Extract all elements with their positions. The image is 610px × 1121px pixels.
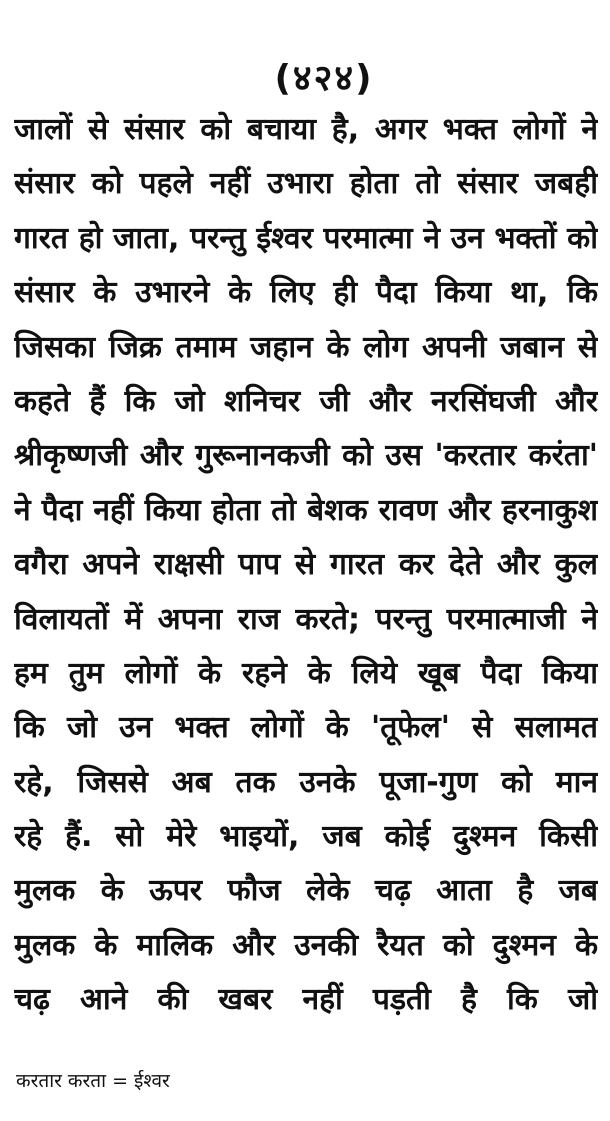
text-line: वगैरा अपने राक्षसी पाप से गारत कर देते और कुल — [14, 547, 598, 583]
text-line: रहे, जिससे अब तक उनके पूजा-गुण को मान — [14, 764, 598, 800]
text-line: कहते हैं कि जो शनिचर जी और नरसिंघजी और — [14, 383, 598, 419]
text-line: संसार के उभारने के लिए ही पैदा किया था, कि — [14, 275, 598, 311]
text-line: मुलक के मालिक और उनकी रैयत को दुश्मन के — [14, 927, 598, 963]
text-line: संसार को पहले नहीं उभारा होता तो संसार जबही — [14, 166, 598, 202]
footnote: करतार करता = ईश्वर — [16, 1070, 170, 1092]
text-line: गारत हो जाता, परन्तु ईश्वर परमात्मा ने उन भक्तों को — [14, 220, 598, 256]
text-line: हम तुम लोगों के रहने के लिये खूब पैदा किया — [14, 655, 598, 691]
text-line: कि जो उन भक्त लोगों के 'तूफेल' से सलामत — [14, 710, 598, 746]
text-line: रहे हैं. सो मेरे भाइयों, जब कोई दुश्मन किसी — [14, 819, 598, 855]
text-line: जालों से संसार को बचाया है, अगर भक्त लोगों ने — [14, 112, 598, 147]
text-line: श्रीकृष्णजी और गुरूनानकजी को उस 'करतार करंता' — [14, 438, 598, 474]
text-line: मुलक के ऊपर फौज लेके चढ़ आता है जब — [14, 873, 598, 909]
page-number: (४२४) — [274, 58, 374, 99]
text-line: ने पैदा नहीं किया होता तो बेशक रावण और हरनाकुश — [14, 492, 598, 528]
text-line: जिसका जिक्र तमाम जहान के लोग अपनी जबान से — [14, 329, 598, 365]
text-line: विलायतों में अपना राज करते; परन्तु परमात्माजी ने — [14, 601, 598, 637]
body-text — [14, 103, 598, 1028]
text-line: चढ़ आने की खबर नहीं पड़ती है कि जो — [14, 982, 598, 1018]
